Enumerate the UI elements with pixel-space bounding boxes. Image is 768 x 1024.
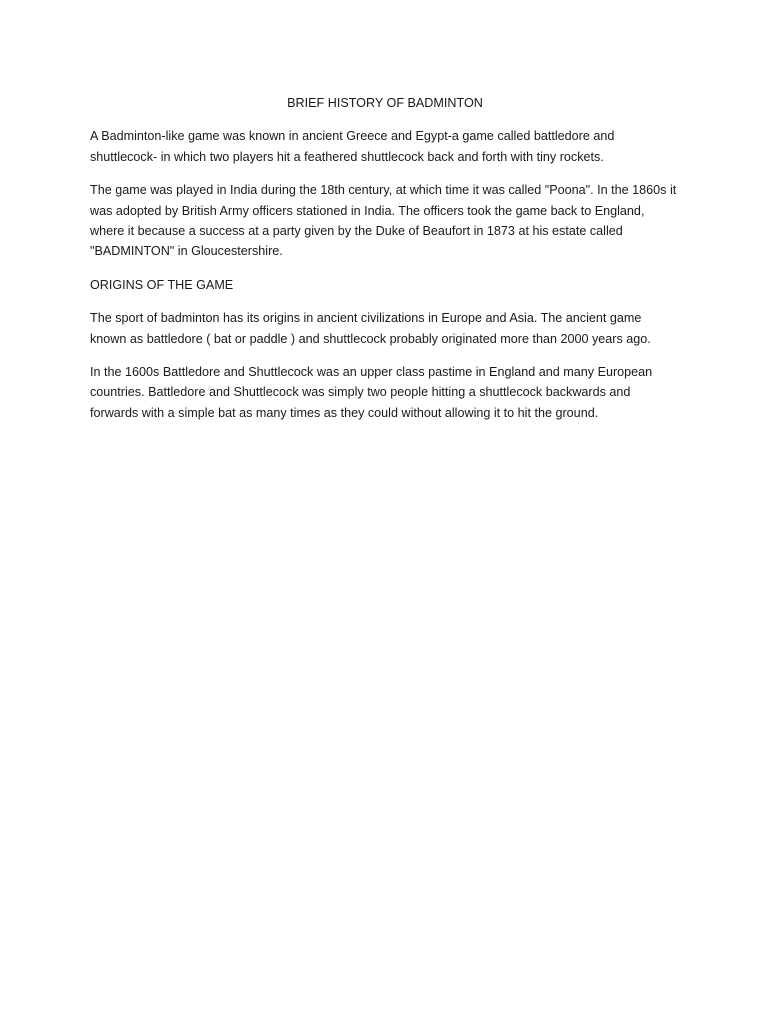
paragraph-origins-2: In the 1600s Battledore and Shuttlecock was an upper class pastime in England and many European countries. Battledore and Shuttlecock was simply two people hitting a shuttlecock backwards and forwards with a simple bat as many times as they could without allowing it to hit the ground. — [90, 365, 653, 420]
document-body — [90, 93, 680, 436]
paragraph-intro-1: A Badminton-like game was known in ancient Greece and Egypt-a game called battledore and shuttlecock- in which two players hit a feathered shuttlecock back and forth with tiny rockets. — [90, 129, 615, 164]
section-heading: ORIGINS OF THE GAME — [90, 277, 234, 292]
paragraph-intro-2: The game was played in India during the 18th century, at which time it was called "Poona". In the 1860s it was adopted by British Army officers stationed in India. The officers took the game back to England, where it because a success at a party given by the Duke of Beaufort in 1873 at his estate called "BADMINTON" in Gloucestershire. — [90, 183, 677, 259]
document-title: BRIEF HISTORY OF BADMINTON — [287, 96, 483, 110]
paragraph-origins-1: The sport of badminton has its origins in ancient civilizations in Europe and Asia. The ancient game known as battledore ( bat or paddle ) and shuttlecock probably originated more than 2000 years ago. — [90, 311, 651, 346]
